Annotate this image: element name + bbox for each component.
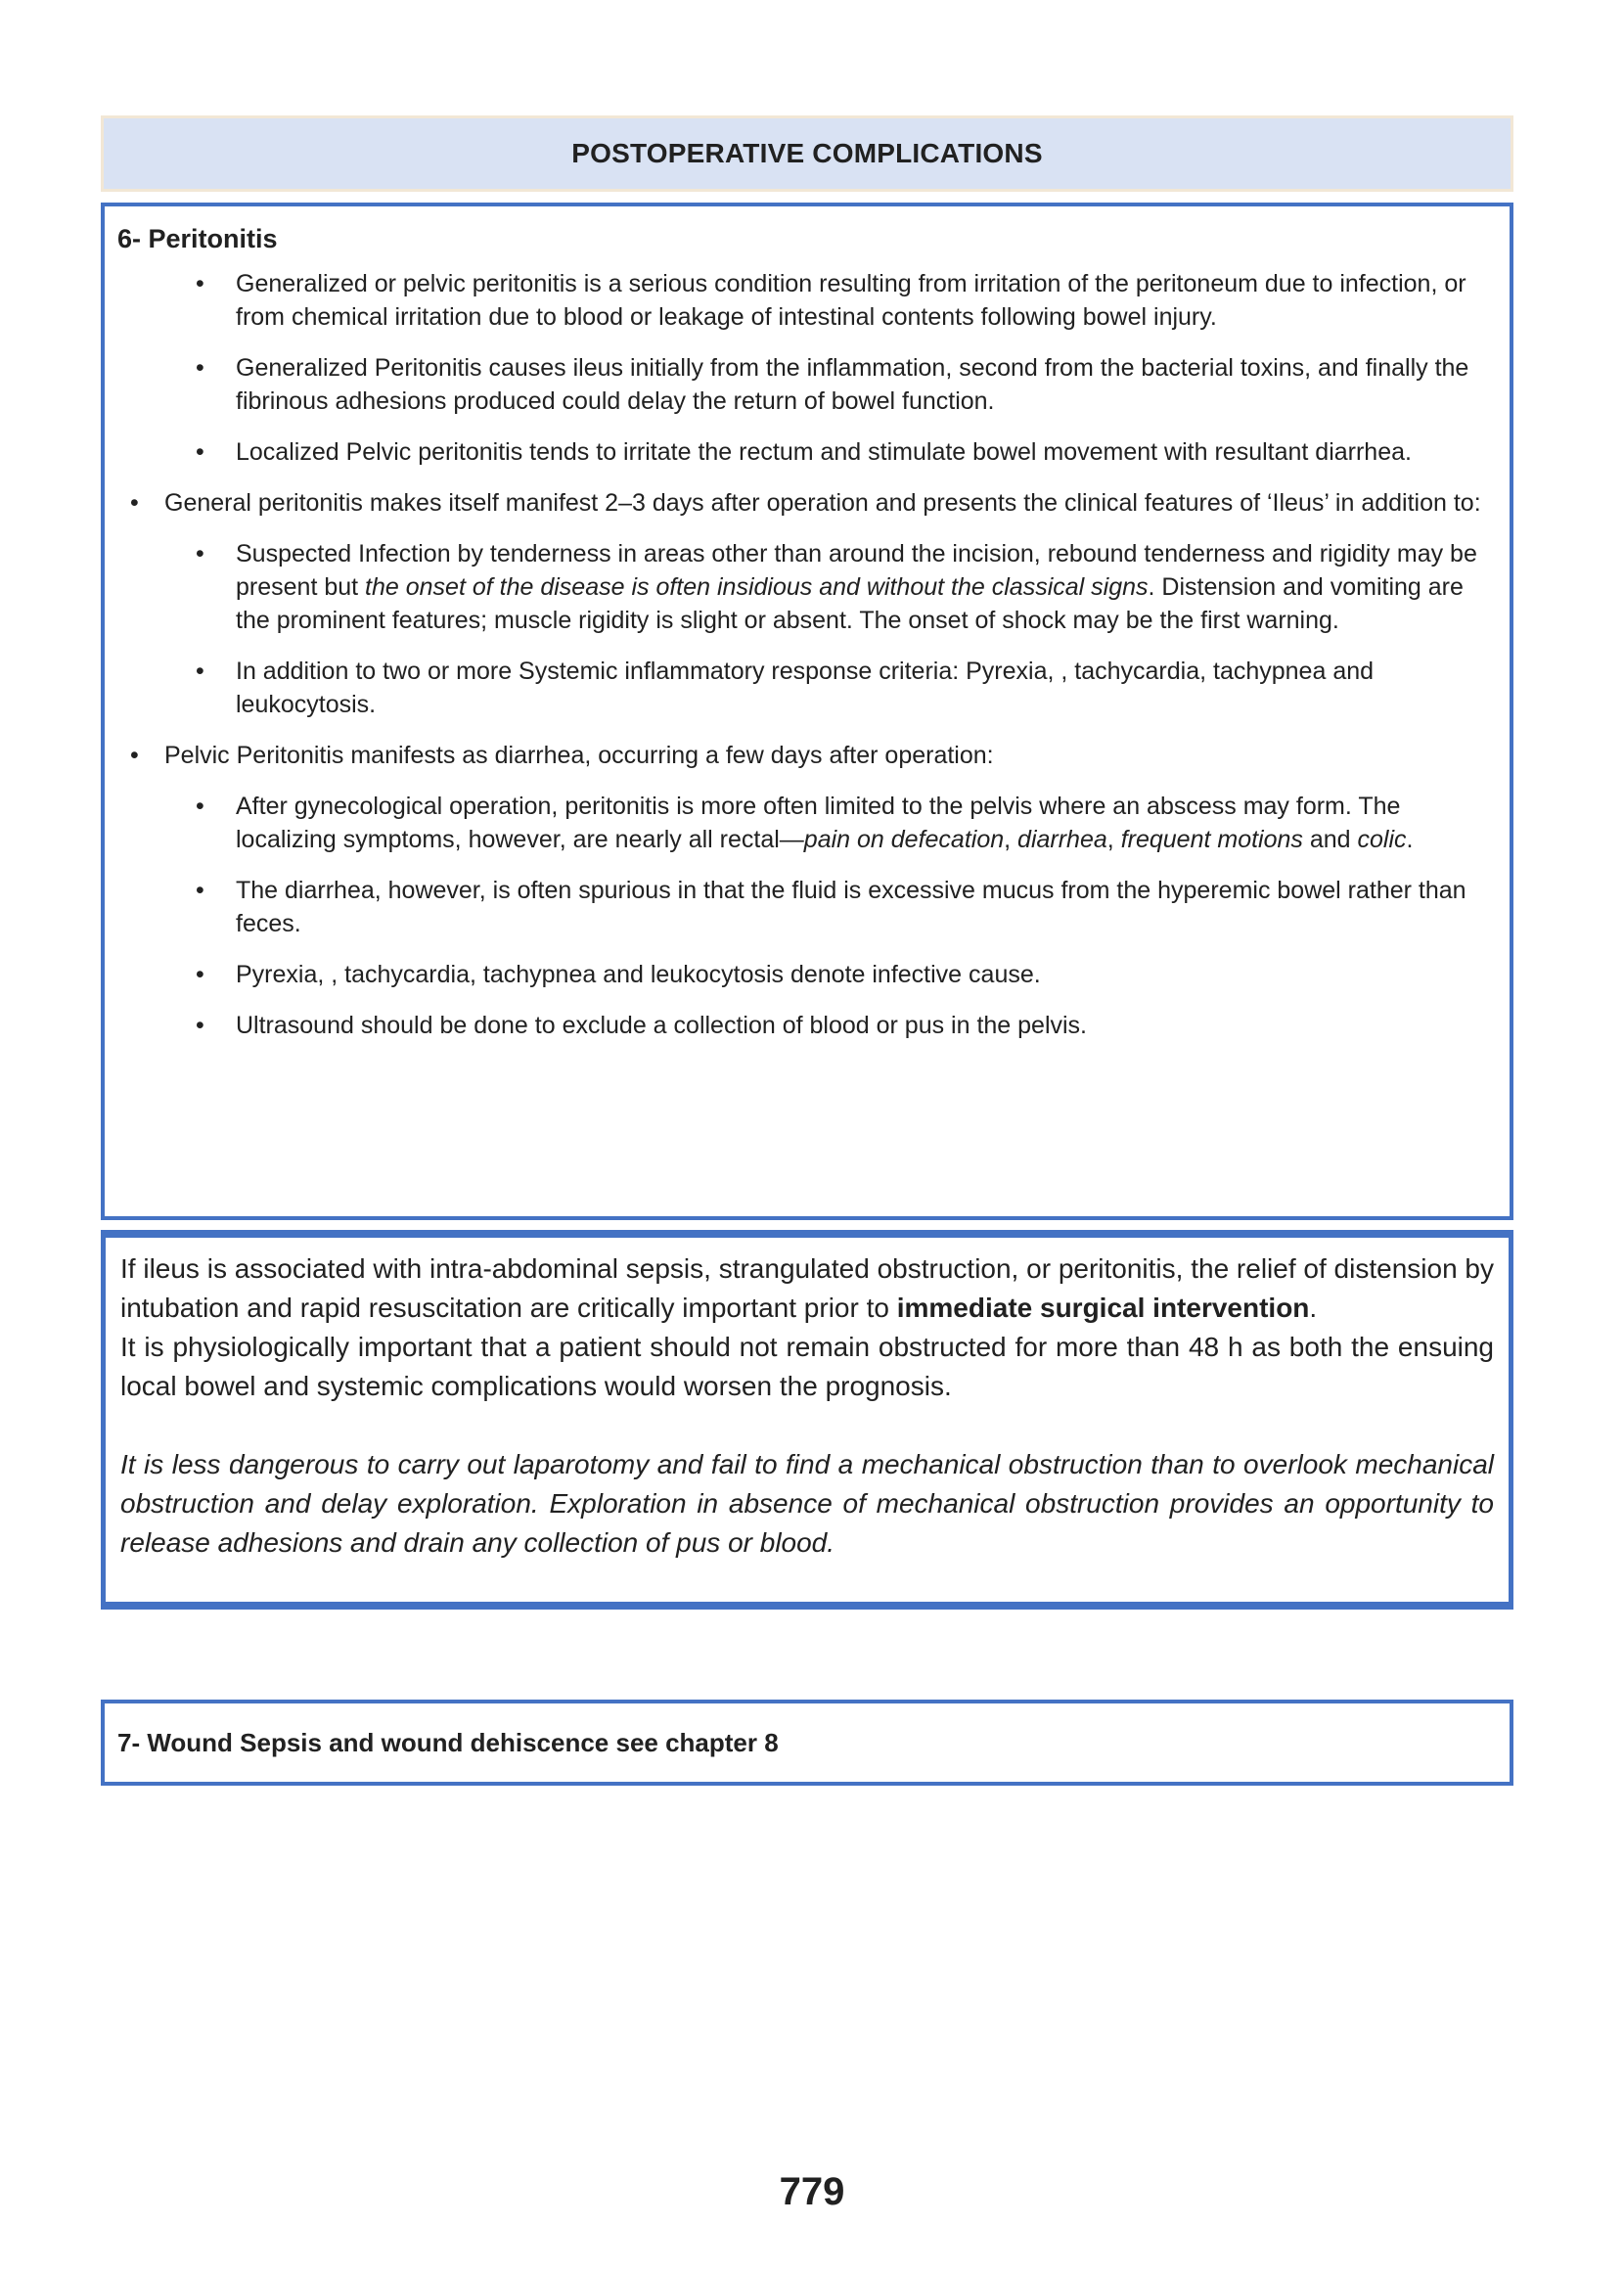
bullet-icon [196, 267, 236, 334]
bullet-text [236, 1009, 1492, 1042]
bullet-icon [196, 790, 236, 856]
bullet-item [196, 874, 1492, 940]
bullet-icon [196, 537, 236, 637]
bullet-text-run: . [1406, 826, 1414, 853]
page-title: POSTOPERATIVE COMPLICATIONS [571, 138, 1043, 168]
bullet-text-run: Localized Pelvic peritonitis tends to irritate the rectum and stimulate bowel movement with resultant diarrhea. [236, 438, 1412, 466]
bullet-text [236, 537, 1492, 637]
bullet-text-run: In addition to two or more Systemic inflammatory response criteria: Pyrexia, , tachycardia, tachypnea and leukocytosis. [236, 658, 1375, 718]
bullet-icon [196, 435, 236, 469]
bullet-icon [196, 351, 236, 418]
bullet-text-run: Generalized or pelvic peritonitis is a serious condition resulting from irritation of the peritoneum due to infection, or from chemical irritation due to blood or leakage of intestinal contents following bowel injury. [236, 270, 1466, 331]
bullet-text-run-italic: pain on defecation [803, 826, 1005, 853]
note-text-run: If ileus is associated with intra-abdominal sepsis, strangulated obstruction, or peritonitis, the relief of distension by intubation and rapid resuscitation are critically important prior to [120, 1253, 1494, 1323]
bullet-text-run: The diarrhea, however, is often spurious in that the fluid is excessive mucus from the hyperemic bowel rather than feces. [236, 877, 1466, 937]
page-header-banner [101, 115, 1513, 192]
bullet-text-run: Pyrexia, , tachycardia, tachypnea and leukocytosis denote infective cause. [236, 961, 1041, 988]
bullet-text-run: , [1004, 826, 1018, 853]
bullet-text-run: After gynecological operation, peritonitis is more often limited to the pelvis where an abscess may form. The localizing symptoms, however, are nearly all rectal— [236, 793, 1401, 853]
note-paragraph-1 [120, 1249, 1494, 1328]
bullet-icon [196, 958, 236, 991]
bullet-icon [130, 739, 164, 772]
note-text-run: . [1309, 1293, 1318, 1323]
bullet-item [130, 739, 1492, 772]
bullet-text-run: and [1302, 826, 1358, 853]
bullet-text [236, 267, 1492, 334]
bullet-text-run: . Distension and vomiting are the prominent features; muscle rigidity is slight or absent. The onset of shock may be the first warning. [236, 573, 1464, 634]
bullet-item [196, 351, 1492, 418]
bullet-item [196, 435, 1492, 469]
bullet-text [236, 655, 1492, 721]
bullet-text [236, 790, 1492, 856]
bullet-item [196, 1009, 1492, 1042]
bullet-text-run: General peritonitis makes itself manifest 2–3 days after operation and presents the clinical features of ‘Ileus’ in addition to: [164, 489, 1481, 517]
bullet-text-run: , [1106, 826, 1121, 853]
bullet-text-run-italic: diarrhea [1017, 826, 1107, 853]
bullet-text [236, 351, 1492, 418]
bullet-text [236, 435, 1492, 469]
bullet-item [196, 958, 1492, 991]
page-number: 779 [779, 2170, 845, 2213]
bullet-text [164, 486, 1492, 520]
document-page [101, 115, 1513, 1786]
bullet-text-run: Generalized Peritonitis causes ileus initially from the inflammation, second from the bacterial toxins, and finally the fibrinous adhesions produced could delay the return of bowel function. [236, 354, 1469, 415]
bullet-icon [130, 486, 164, 520]
bullet-icon [196, 874, 236, 940]
bullet-item [196, 537, 1492, 637]
note-paragraph-2: It is physiologically important that a patient should not remain obstructed for more than 48 h as both the ensuing local bowel and systemic complications would worsen the prognosis. [120, 1332, 1494, 1401]
note-paragraph-3-italic: It is less dangerous to carry out laparotomy and fail to find a mechanical obstruction than to overlook mechanical obstruction and delay exploration. Exploration in absence of mechanical obstruction provides an opportunity to release adhesions and drain any collection of pus or blood. [120, 1449, 1494, 1558]
section-6-peritonitis-box [101, 203, 1513, 1220]
bullet-text-run-italic: frequent motions [1120, 826, 1303, 853]
section-7-wound-sepsis-box [101, 1700, 1513, 1786]
bullet-text-run: Ultrasound should be done to exclude a collection of blood or pus in the pelvis. [236, 1012, 1088, 1039]
section-7-heading: 7- Wound Sepsis and wound dehiscence see chapter 8 [117, 1728, 779, 1757]
ileus-note-box [101, 1230, 1513, 1610]
bullet-text [236, 958, 1492, 991]
bullet-text-run-italic: the onset of the disease is often insidious and without the classical signs [365, 573, 1149, 601]
note-text-run-bold: immediate surgical intervention [896, 1293, 1310, 1323]
bullet-text [164, 739, 1492, 772]
bullet-item [196, 790, 1492, 856]
bullet-text-run: Suspected Infection by tenderness in areas other than around the incision, rebound tenderness and rigidity may be present but [236, 540, 1477, 601]
bullet-text-run: Pelvic Peritonitis manifests as diarrhea, occurring a few days after operation: [164, 742, 994, 769]
bullet-icon [196, 655, 236, 721]
bullet-text [236, 874, 1492, 940]
bullet-icon [196, 1009, 236, 1042]
bullet-text-run-italic: colic [1357, 826, 1407, 853]
bullet-item [196, 267, 1492, 334]
bullet-item [196, 655, 1492, 721]
section-6-heading: 6- Peritonitis [117, 224, 278, 253]
bullet-item [130, 486, 1492, 520]
